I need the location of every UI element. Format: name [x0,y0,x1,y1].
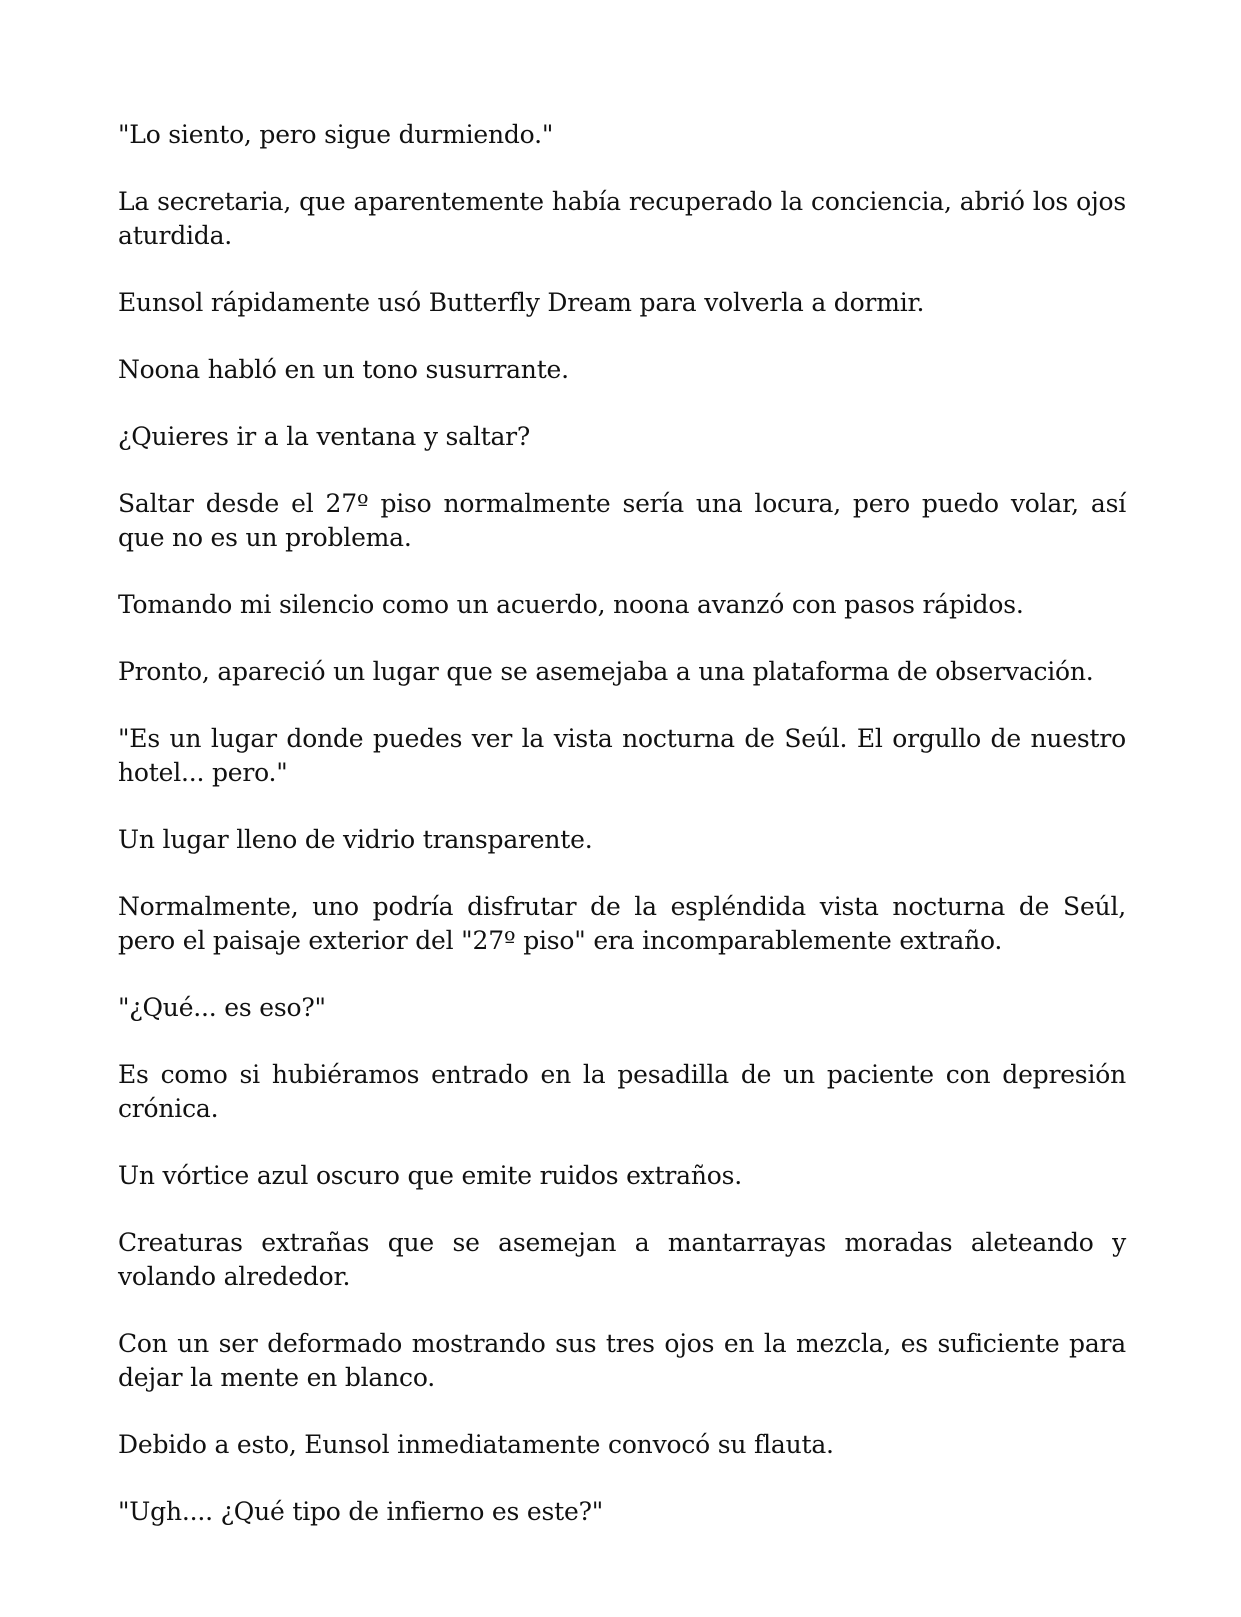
paragraph: Creaturas extrañas que se asemejan a mantarrayas moradas aleteando y volando alrededor. [118,1228,1126,1291]
paragraph: Con un ser deformado mostrando sus tres ojos en la mezcla, es suficiente para dejar la mente en blanco. [118,1329,1126,1392]
paragraph: "Ugh.... ¿Qué tipo de infierno es este?" [118,1497,604,1526]
paragraph: Tomando mi silencio como un acuerdo, noona avanzó con pasos rápidos. [118,590,1024,619]
paragraph: Un lugar lleno de vidrio transparente. [118,825,593,854]
paragraph: Saltar desde el 27º piso normalmente sería una locura, pero puedo volar, así que no es un problema. [118,489,1126,552]
paragraph: Un vórtice azul oscuro que emite ruidos extraños. [118,1161,743,1190]
paragraph: Normalmente, uno podría disfrutar de la espléndida vista nocturna de Seúl, pero el paisaje exterior del "27º piso" era incomparablemente extraño. [118,892,1126,955]
document-body [118,118,1126,1529]
paragraph: Noona habló en un tono susurrante. [118,355,569,384]
paragraph: Es como si hubiéramos entrado en la pesadilla de un paciente con depresión crónica. [118,1060,1126,1123]
paragraph: "¿Qué... es eso?" [118,993,326,1022]
paragraph: La secretaria, que aparentemente había recuperado la conciencia, abrió los ojos aturdida. [118,187,1126,250]
paragraph: ¿Quieres ir a la ventana y saltar? [118,422,531,451]
paragraph: Pronto, apareció un lugar que se asemejaba a una plataforma de observación. [118,657,1094,686]
paragraph: "Es un lugar donde puedes ver la vista nocturna de Seúl. El orgullo de nuestro hotel... pero." [118,724,1126,787]
paragraph: Debido a esto, Eunsol inmediatamente convocó su flauta. [118,1430,834,1459]
paragraph: Eunsol rápidamente usó Butterfly Dream para volverla a dormir. [118,288,925,317]
paragraph: "Lo siento, pero sigue durmiendo." [118,120,554,149]
